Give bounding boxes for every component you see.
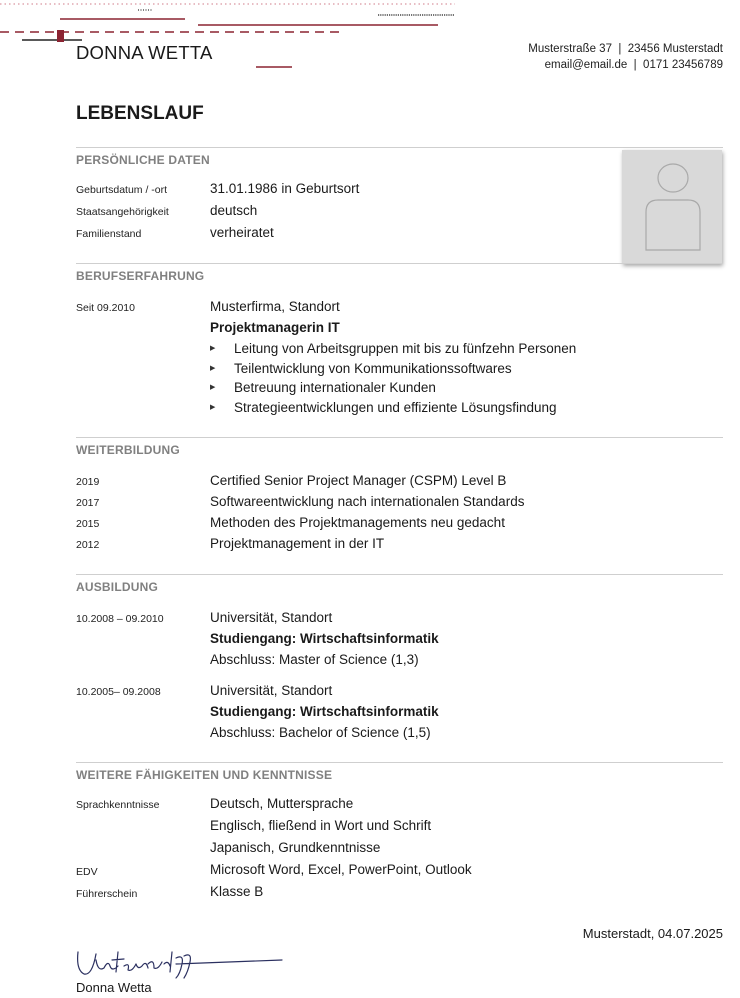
- section-heading-skills: WEITERE FÄHIGKEITEN UND KENNTNISSE: [76, 768, 333, 782]
- label-birth: Geburtsdatum / -ort: [76, 184, 168, 196]
- label-it: EDV: [76, 866, 98, 878]
- section-heading-training: WEITERBILDUNG: [76, 443, 180, 457]
- bullet-icon: ▶: [210, 365, 216, 372]
- section-divider: [76, 762, 723, 763]
- section-heading-education: AUSBILDUNG: [76, 580, 158, 594]
- language-item: Englisch, fließend in Wort und Schrift: [210, 818, 432, 833]
- section-heading-personal: PERSÖNLICHE DATEN: [76, 153, 210, 167]
- section-divider: [76, 437, 723, 438]
- experience-bullet: Betreuung internationaler Kunden: [234, 380, 436, 395]
- label-marital-status: Familienstand: [76, 228, 142, 240]
- education-school: Universität, Standort: [210, 610, 333, 625]
- value-birth: 31.01.1986 in Geburtsort: [210, 181, 360, 196]
- person-placeholder-icon: [622, 150, 722, 264]
- training-year: 2017: [76, 497, 100, 509]
- place-date: Musterstadt, 04.07.2025: [582, 926, 723, 941]
- label-license: Führerschein: [76, 888, 138, 900]
- applicant-name: DONNA WETTA: [76, 42, 213, 63]
- education-degree: Abschluss: Master of Science (1,3): [210, 652, 419, 667]
- experience-bullet: Teilentwicklung von Kommunikationssoftwares: [234, 361, 512, 376]
- training-item: Softwareentwicklung nach internationalen Standards: [210, 494, 525, 509]
- value-marital-status: verheiratet: [210, 225, 274, 240]
- experience-bullet: Leitung von Arbeitsgruppen mit bis zu fünfzehn Personen: [234, 341, 577, 356]
- profile-photo-placeholder: [622, 150, 722, 264]
- education-period: 10.2005– 09.2008: [76, 686, 161, 698]
- label-languages: Sprachkenntnisse: [76, 799, 160, 811]
- value-nationality: deutsch: [210, 203, 258, 218]
- page-title: LEBENSLAUF: [76, 103, 204, 124]
- address-line: Musterstraße 37 | 23456 Musterstadt: [528, 43, 723, 55]
- training-item: Methoden des Projektmanagements neu gedacht: [210, 515, 505, 530]
- bullet-icon: ▶: [210, 345, 216, 352]
- section-heading-experience: BERUFSERFAHRUNG: [76, 269, 205, 283]
- signature-image: [72, 942, 287, 984]
- education-school: Universität, Standort: [210, 683, 333, 698]
- label-nationality: Staatsangehörigkeit: [76, 206, 169, 218]
- signer-name: Donna Wetta: [76, 980, 152, 995]
- value-license: Klasse B: [210, 884, 264, 899]
- contact-line: email@email.de | 0171 23456789: [544, 58, 723, 71]
- experience-role: Projektmanagerin IT: [210, 320, 340, 335]
- training-item: Projektmanagement in der IT: [210, 536, 385, 551]
- section-divider: [76, 263, 723, 264]
- section-divider: [76, 574, 723, 575]
- bullet-icon: ▶: [210, 384, 216, 391]
- education-program: Studiengang: Wirtschaftsinformatik: [210, 631, 439, 646]
- experience-date: Seit 09.2010: [76, 302, 135, 314]
- education-degree: Abschluss: Bachelor of Science (1,5): [210, 725, 431, 740]
- experience-bullet: Strategieentwicklungen und effiziente Lösungsfindung: [234, 400, 557, 415]
- section-divider: [76, 147, 723, 148]
- language-item: Japanisch, Grundkenntnisse: [210, 840, 381, 855]
- training-year: 2015: [76, 518, 100, 530]
- experience-company: Musterfirma, Standort: [210, 299, 340, 314]
- training-year: 2019: [76, 476, 100, 488]
- bullet-icon: ▶: [210, 404, 216, 411]
- education-period: 10.2008 – 09.2010: [76, 613, 164, 625]
- training-year: 2012: [76, 539, 100, 551]
- value-it: Microsoft Word, Excel, PowerPoint, Outlook: [210, 862, 472, 877]
- language-item: Deutsch, Muttersprache: [210, 796, 354, 811]
- education-program: Studiengang: Wirtschaftsinformatik: [210, 704, 439, 719]
- contact-block: [528, 42, 723, 73]
- training-item: Certified Senior Project Manager (CSPM) Level B: [210, 473, 507, 488]
